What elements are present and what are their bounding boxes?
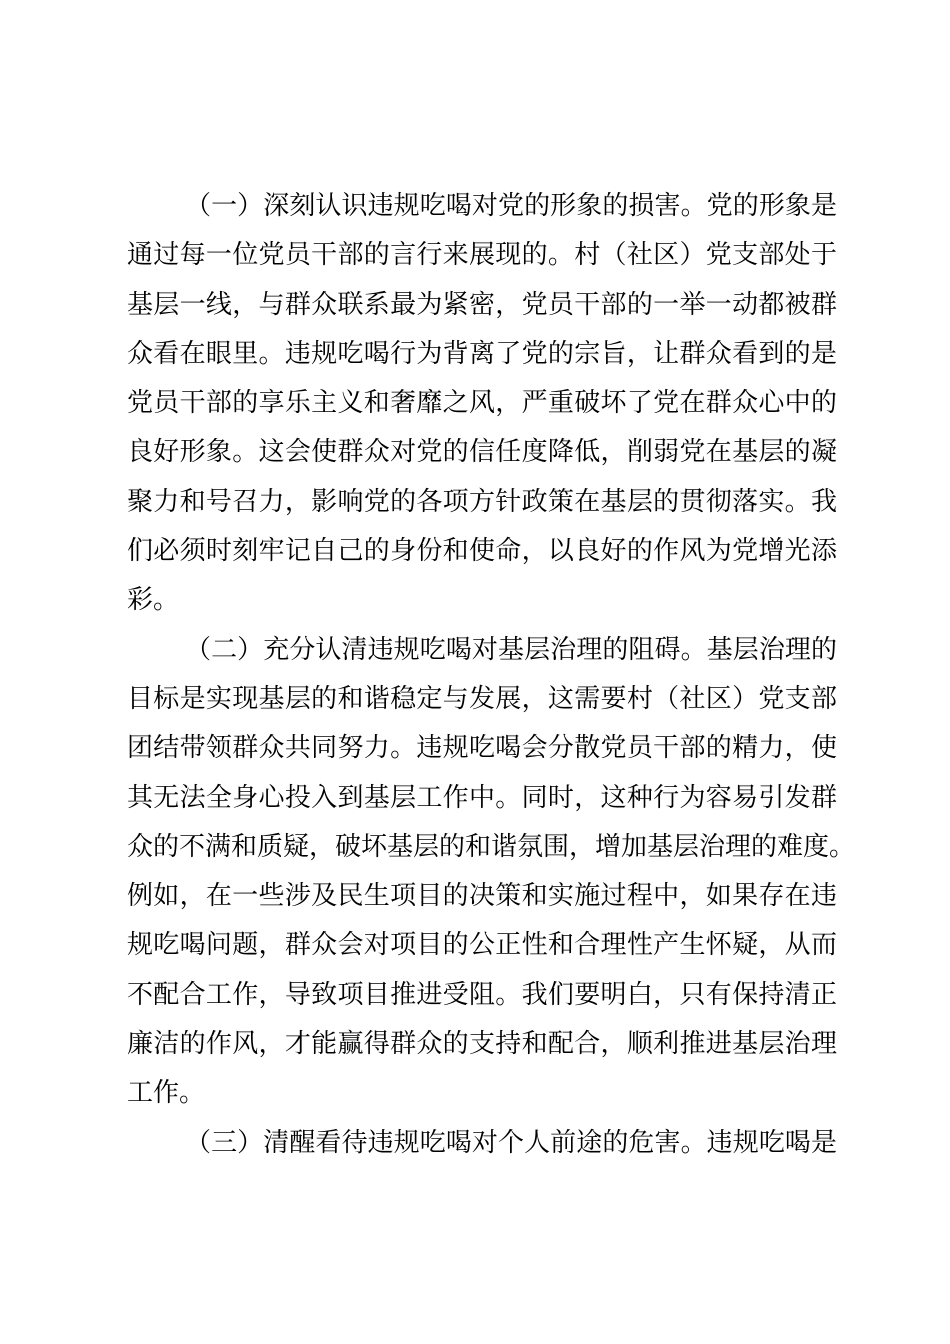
text-line-content: （一）深刻认识违规吃喝对党的形象的损害。党的形象是 bbox=[185, 191, 837, 221]
text-line bbox=[127, 1119, 837, 1168]
text-line bbox=[127, 379, 837, 428]
text-line bbox=[127, 971, 837, 1020]
text-line-content: 目标是实现基层的和谐稳定与发展，这需要村（社区）党支部 bbox=[127, 683, 837, 714]
text-line bbox=[127, 1020, 837, 1069]
text-line-content: 彩。 bbox=[127, 585, 180, 616]
text-line bbox=[127, 428, 837, 477]
text-line-content: 通过每一位党员干部的言行来展现的。村（社区）党支部处于 bbox=[127, 240, 837, 271]
text-line bbox=[127, 182, 837, 231]
text-line-content: 廉洁的作风，才能赢得群众的支持和配合，顺利推进基层治理 bbox=[127, 1029, 837, 1060]
document-body bbox=[127, 182, 856, 1168]
text-line bbox=[127, 478, 837, 527]
text-line bbox=[127, 1069, 837, 1118]
text-line-content: （三）清醒看待违规吃喝对个人前途的危害。违规吃喝是 bbox=[185, 1127, 837, 1158]
text-line bbox=[127, 626, 837, 675]
text-line-content: 例如，在一些涉及民生项目的决策和实施过程中，如果存在违 bbox=[127, 881, 837, 912]
text-line-content: 众看在眼里。违规吃喝行为背离了党的宗旨，让群众看到的是 bbox=[127, 338, 837, 369]
text-line-content: 团结带领群众共同努力。违规吃喝会分散党员干部的精力，使 bbox=[127, 733, 837, 764]
text-line bbox=[127, 576, 837, 625]
text-line bbox=[127, 872, 837, 921]
text-line-content: 众的不满和质疑，破坏基层的和谐氛围，增加基层治理的难度。 bbox=[127, 831, 856, 862]
text-line-content: 党员干部的享乐主义和奢靡之风，严重破坏了党在群众心中的 bbox=[127, 388, 837, 419]
text-line bbox=[127, 675, 837, 724]
text-line-content: 规吃喝问题，群众会对项目的公正性和合理性产生怀疑，从而 bbox=[127, 930, 837, 961]
text-line bbox=[127, 281, 837, 330]
text-line bbox=[127, 774, 837, 823]
text-line-content: 不配合工作，导致项目推进受阻。我们要明白，只有保持清正 bbox=[127, 979, 837, 1010]
text-line bbox=[127, 231, 837, 280]
text-line-content: 其无法全身心投入到基层工作中。同时，这种行为容易引发群 bbox=[127, 782, 837, 813]
text-line-content: 聚力和号召力，影响党的各项方针政策在基层的贯彻落实。我 bbox=[127, 486, 837, 517]
text-line bbox=[127, 527, 837, 576]
text-line bbox=[127, 823, 856, 872]
text-line-content: 良好形象。这会使群众对党的信任度降低，削弱党在基层的凝 bbox=[127, 437, 837, 468]
text-line bbox=[127, 921, 837, 970]
text-line-content: 们必须时刻牢记自己的身份和使命，以良好的作风为党增光添 bbox=[127, 536, 837, 567]
text-line bbox=[127, 330, 837, 379]
text-line-content: （二）充分认清违规吃喝对基层治理的阻碍。基层治理的 bbox=[185, 634, 837, 665]
text-line bbox=[127, 724, 837, 773]
text-line-content: 基层一线，与群众联系最为紧密，党员干部的一举一动都被群 bbox=[127, 289, 837, 320]
text-line-content: 工作。 bbox=[127, 1078, 206, 1109]
